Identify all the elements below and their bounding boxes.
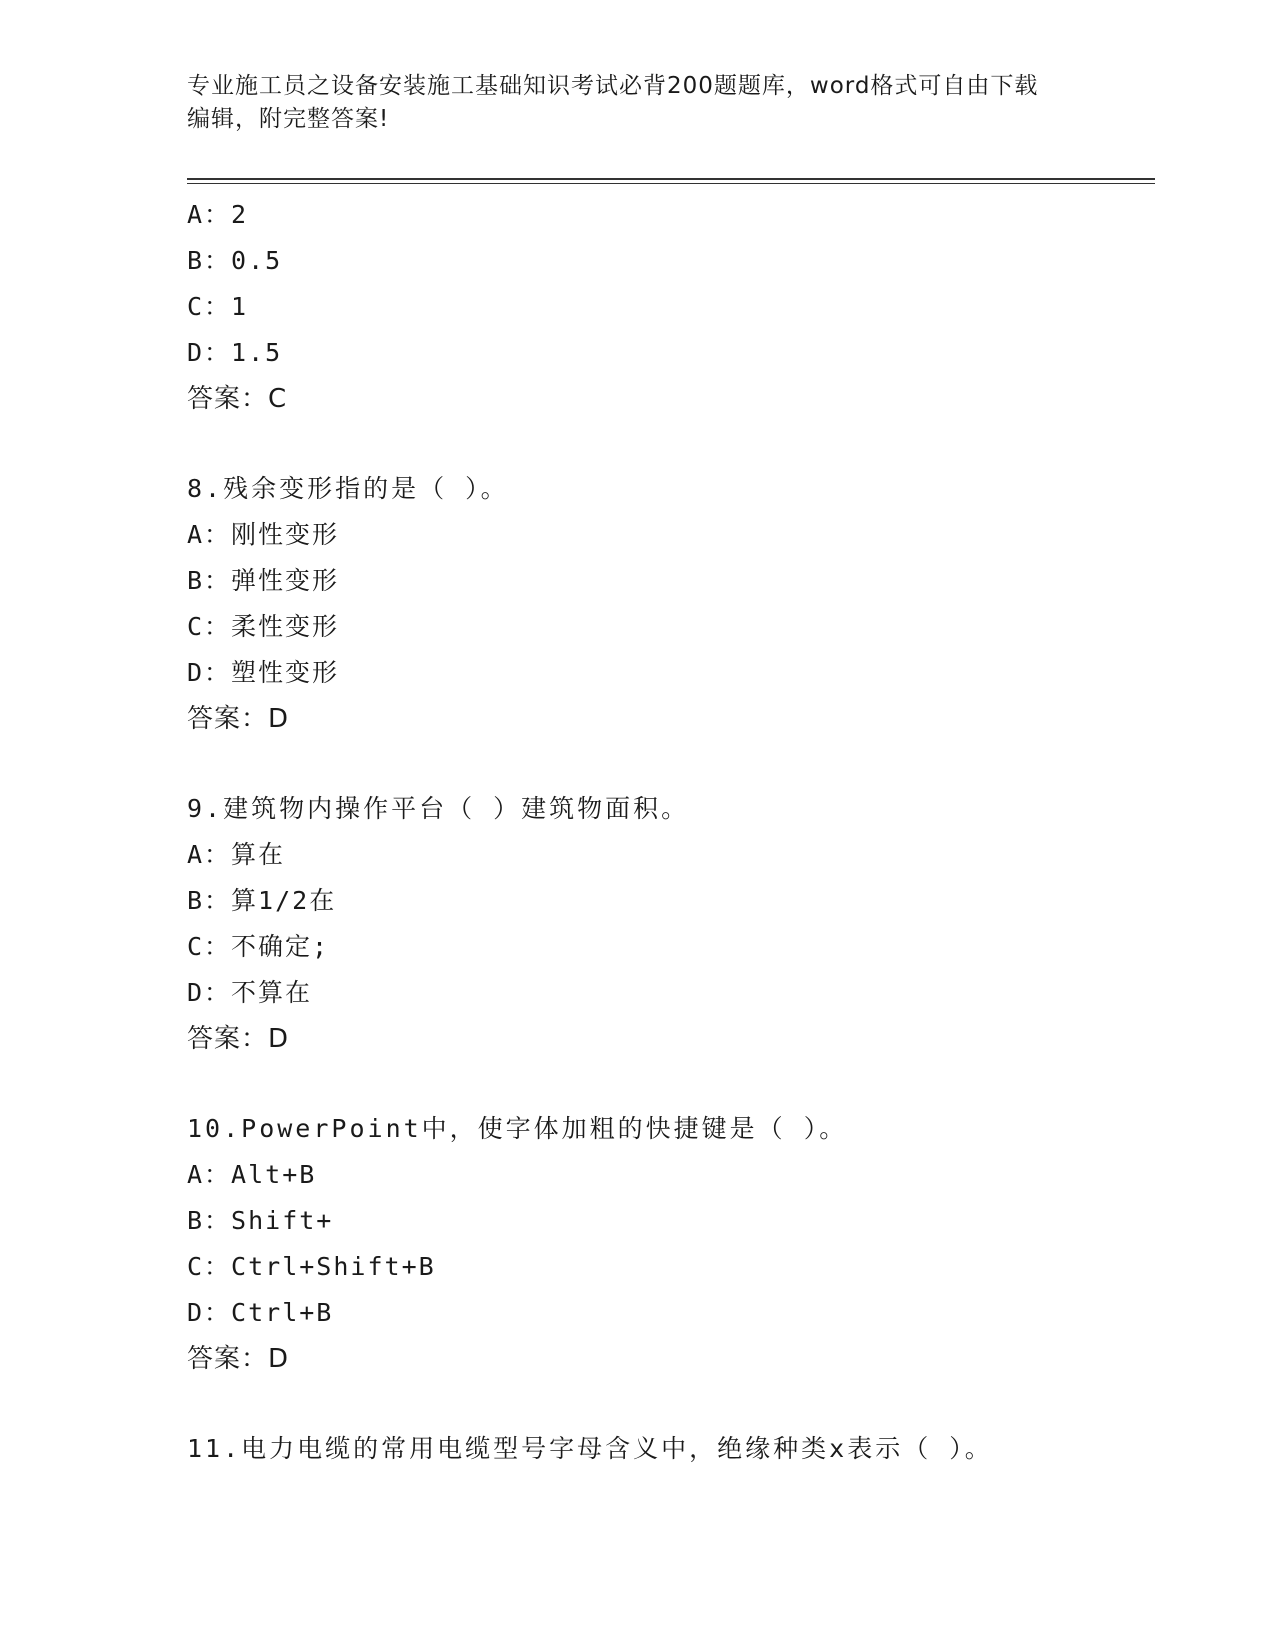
option-c: C：柔性变形 — [187, 612, 340, 641]
option-a: A：算在 — [187, 840, 286, 869]
answer: 答案：D — [187, 704, 290, 734]
option-a: A：Alt+B — [187, 1160, 317, 1189]
header-title-line-2: 编辑，附完整答案! — [187, 106, 390, 132]
question-9 — [187, 786, 1187, 1062]
option-d: D：塑性变形 — [187, 658, 340, 687]
answer: 答案：D — [187, 1344, 290, 1374]
spacer — [187, 1062, 1187, 1106]
option-c: C：1 — [187, 292, 249, 321]
header-divider-thin — [187, 183, 1155, 184]
spacer — [187, 742, 1187, 786]
spacer — [187, 422, 1187, 466]
question-list — [187, 192, 1187, 1472]
question-text: 10.PowerPoint中，使字体加粗的快捷键是（ ）。 — [187, 1114, 848, 1143]
question-text: 9.建筑物内操作平台（ ）建筑物面积。 — [187, 794, 690, 823]
question-text: 11.电力电缆的常用电缆型号字母含义中，绝缘种类x表示（ ）。 — [187, 1434, 993, 1463]
header-divider-thick — [187, 178, 1155, 180]
option-d: D：不算在 — [187, 978, 313, 1007]
option-c: C：Ctrl+Shift+B — [187, 1252, 436, 1281]
question-text: 8.残余变形指的是（ ）。 — [187, 474, 509, 503]
option-b: B：算1/2在 — [187, 886, 337, 915]
option-d: D：Ctrl+B — [187, 1298, 334, 1327]
option-b: B：0.5 — [187, 246, 283, 275]
answer: 答案：D — [187, 1024, 290, 1054]
option-c: C：不确定; — [187, 932, 330, 961]
question-11 — [187, 1426, 1187, 1472]
option-b: B：弹性变形 — [187, 566, 340, 595]
question-10 — [187, 1106, 1187, 1382]
question-8 — [187, 466, 1187, 742]
option-a: A：2 — [187, 200, 249, 229]
option-b: B：Shift+ — [187, 1206, 334, 1235]
header-title-line-1: 专业施工员之设备安装施工基础知识考试必背200题题库，word格式可自由下载 — [187, 73, 1039, 99]
option-d: D：1.5 — [187, 338, 283, 367]
spacer — [187, 1382, 1187, 1426]
question-7 — [187, 192, 1187, 422]
document-header — [187, 70, 1087, 136]
answer: 答案：C — [187, 384, 288, 414]
option-a: A：刚性变形 — [187, 520, 340, 549]
